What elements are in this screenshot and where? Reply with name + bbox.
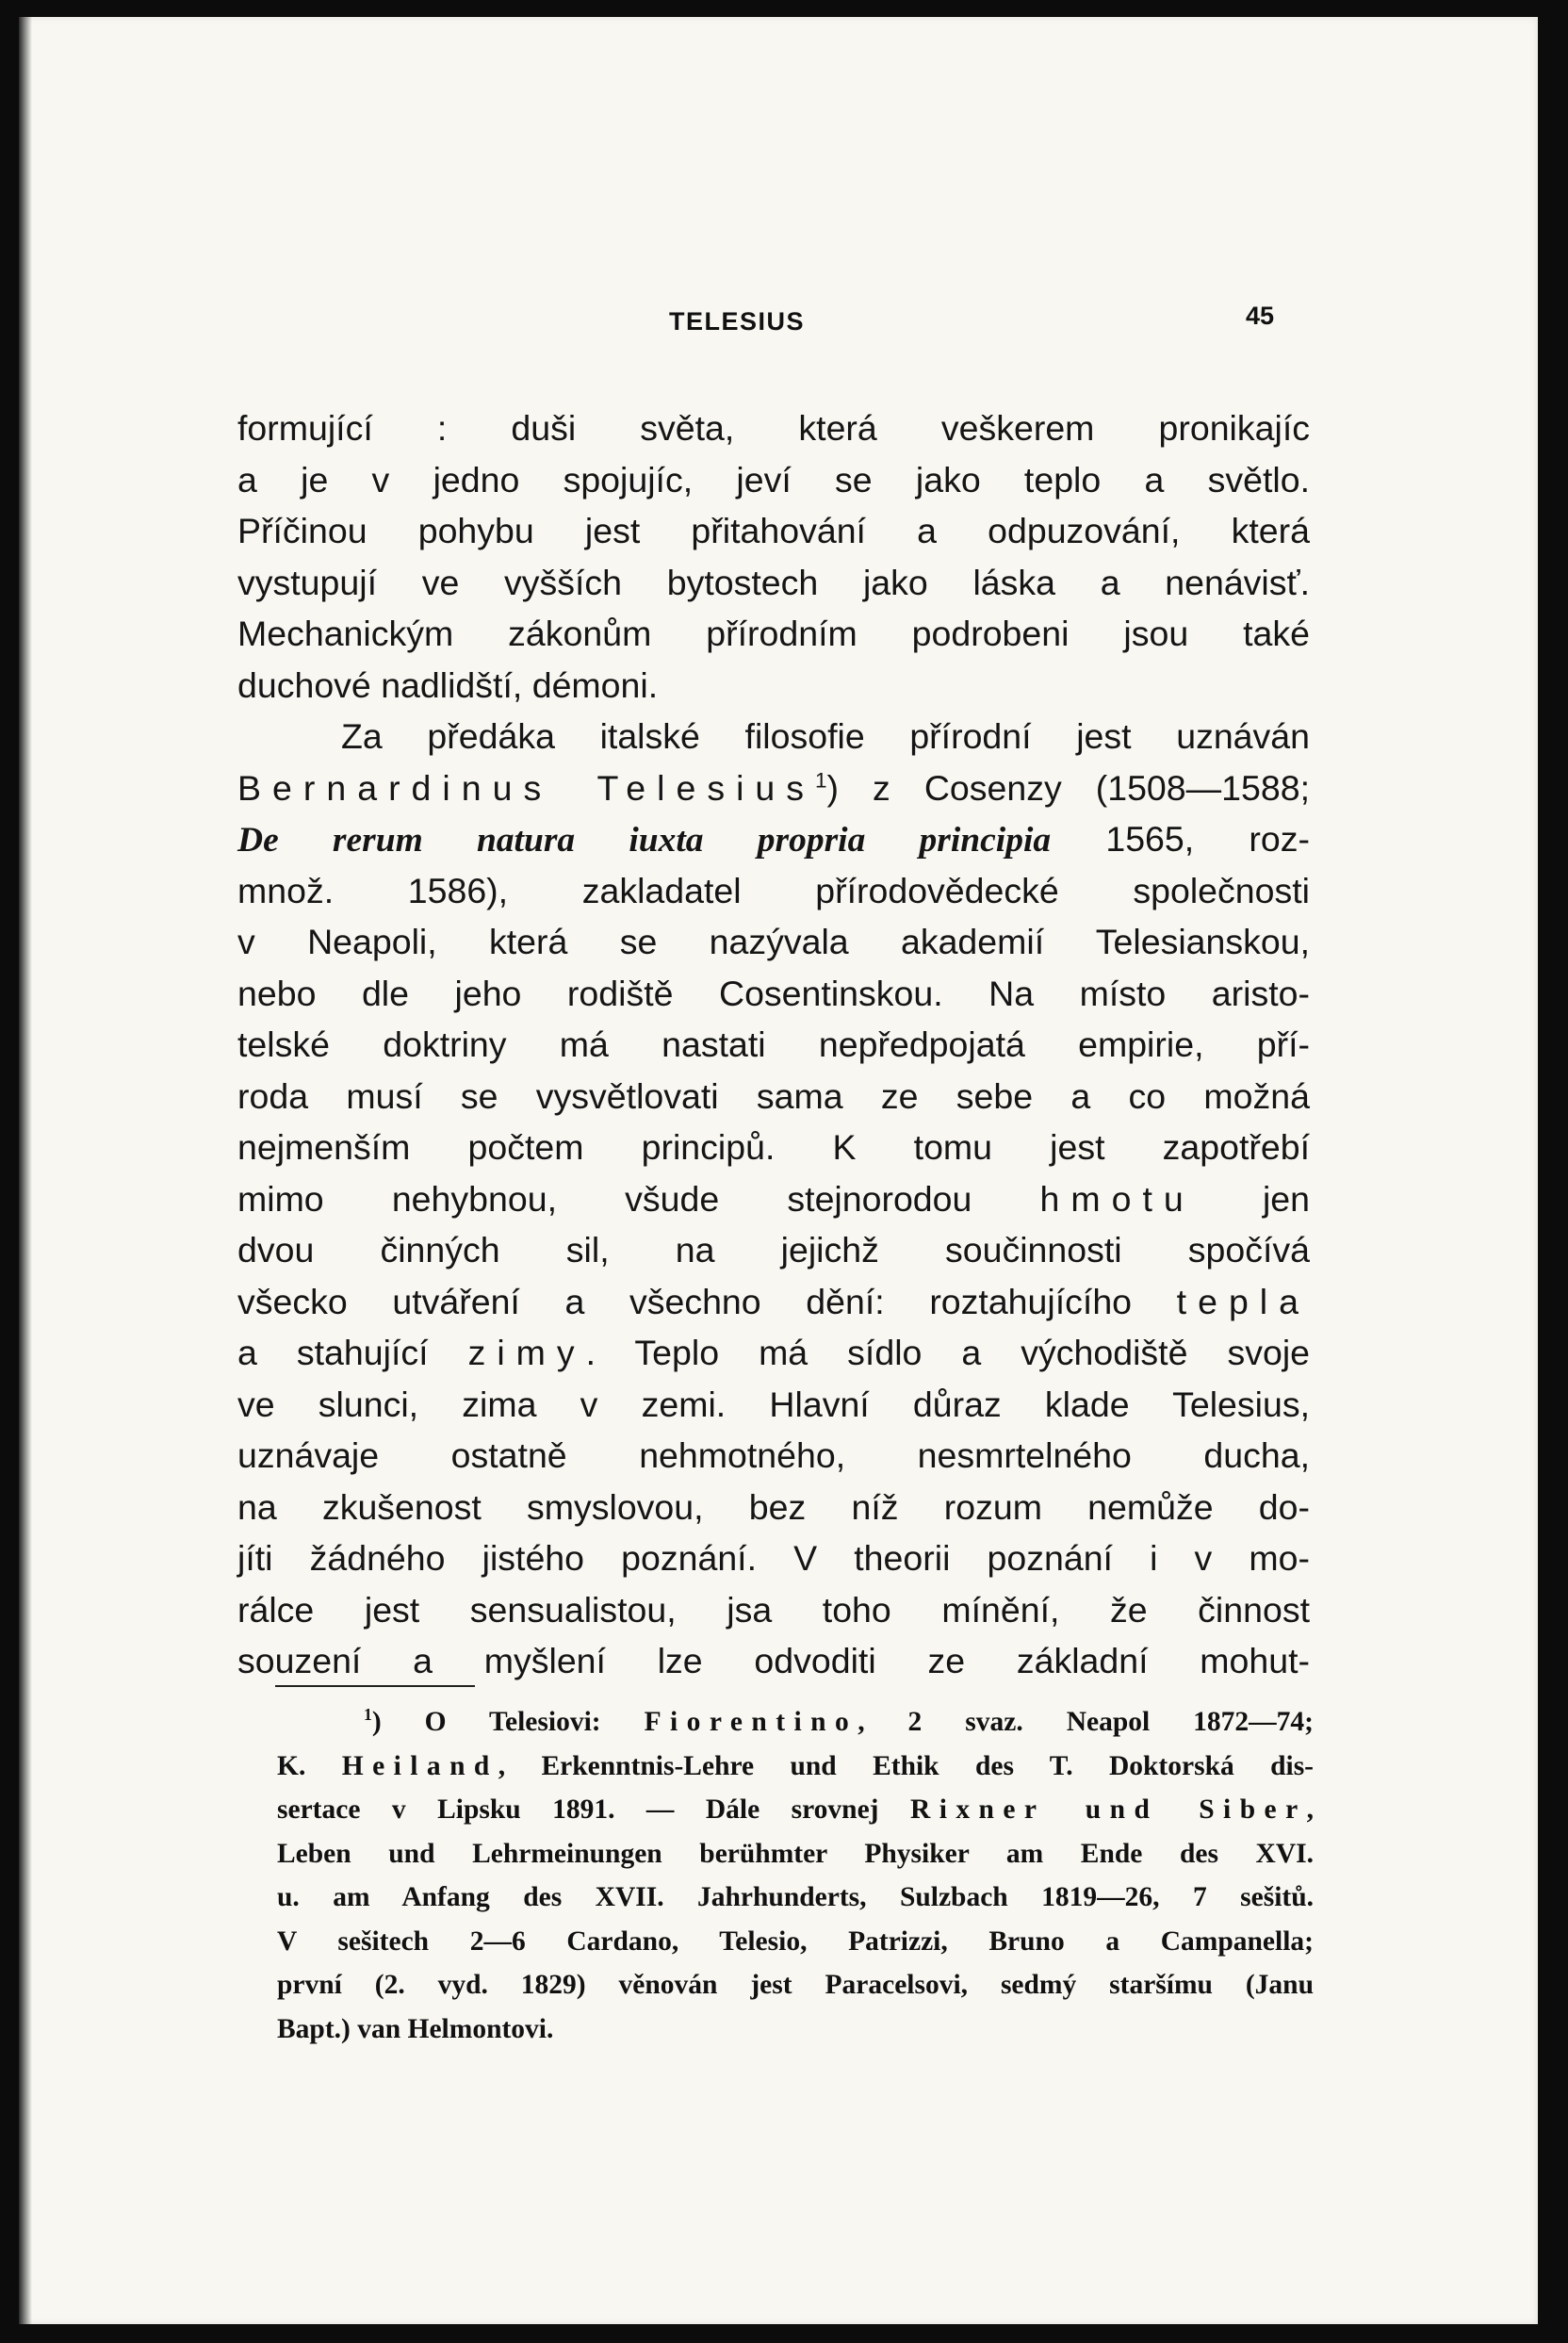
text-line: Příčinou pohybu jest přitahování a odpuzování, která [237, 511, 1310, 550]
book-page [19, 17, 1538, 2324]
text-line: nejmenším počtem principů. K tomu jest zapotřebí [237, 1127, 1310, 1167]
text-line: roda musí se vysvětlovati sama ze sebe a co možná [237, 1075, 1310, 1116]
text-span: K. [277, 1750, 306, 1781]
page-header [19, 302, 1538, 351]
text-line: dvou činných sil, na jejichž součinnosti spočívá [237, 1230, 1310, 1270]
text-line: na zkušenost smyslovou, bez níž rozum nemůže do- [237, 1486, 1310, 1527]
text-span: sertace v Lipsku 1891. — Dále srovnej [277, 1794, 879, 1825]
author-name: Fiorentino [644, 1707, 858, 1737]
text-line [237, 813, 1310, 865]
text-line: Za předáka italské filosofie přírodní jest uznáván [341, 716, 1310, 756]
footnote-line: Leben und Lehrmeinungen berühmter Physiker am Ende des XVI. [277, 1838, 1314, 1869]
main-text [237, 402, 1310, 1687]
text-span: , Erkenntnis-Lehre und Ethik des T. Doktorská dis- [498, 1750, 1314, 1781]
text-line: duchové nadlidští, démoni. [237, 664, 659, 705]
footnote-mark: 1 [364, 1705, 372, 1725]
text-line [237, 1276, 1310, 1328]
text-span: jen [1262, 1178, 1310, 1219]
text-span: ) O Telesiovi: [371, 1707, 601, 1737]
text-span: všecko utváření a všechno dění: roztahujícího [237, 1281, 1133, 1321]
page-edge-shadow [19, 17, 32, 2324]
emphasis: tepla [1176, 1281, 1310, 1321]
footnote-line [277, 1700, 1314, 1745]
text-line: a je v jedno spojujíc, jeví se jako teplo a světlo. [237, 459, 1310, 500]
text-span: mimo nehybnou, všude stejnorodou [237, 1178, 972, 1219]
text-span: , [1306, 1794, 1314, 1825]
footnote-separator [275, 1685, 475, 1687]
emphasis: zimy [467, 1333, 586, 1372]
text-line: uznávaje ostatně nehmotného, nesmrtelného ducha, [237, 1435, 1310, 1475]
footnote-line: Bapt.) van Helmontovi. [277, 2013, 554, 2044]
text-line: Mechanickým zákonům přírodním podrobeni jsou také [237, 614, 1310, 653]
emphasis: hmotu [1039, 1178, 1195, 1219]
footnote-line: V sešitech 2—6 Cardano, Telesio, Patrizzi, Bruno a Campanella; [277, 1925, 1314, 1957]
text-span: , 2 svaz. Neapol 1872—74; [858, 1707, 1314, 1737]
footnote-line: u. am Anfang des XVII. Jahrhunderts, Sulzbach 1819—26, 7 sešitů. [277, 1882, 1314, 1912]
text-line: vystupují ve vyšších bytostech jako láska a nenávisť. [237, 562, 1310, 602]
text-line: ve slunci, zima v zemi. Hlavní důraz klade Telesius, [237, 1384, 1310, 1424]
author-name: Bernardinus Telesius [237, 767, 816, 808]
text-line: rálce jest sensualistou, jsa toho mínění, že činnost [237, 1589, 1310, 1630]
footnote-line [277, 1745, 1314, 1789]
text-line [237, 1327, 1310, 1379]
text-line: množ. 1586), zakladatel přírodovědecké společnosti [237, 870, 1310, 910]
text-line: v Neapoli, která se nazývala akademií Telesianskou, [237, 922, 1310, 961]
text-line: jíti žádného jistého poznání. V theorii poznání i v mo- [237, 1538, 1310, 1578]
text-line [237, 1173, 1310, 1225]
footnotes [277, 1700, 1314, 2051]
running-title: TELESIUS [669, 307, 806, 336]
text-line: nebo dle jeho rodiště Cosentinskou. Na místo aristo- [237, 973, 1310, 1013]
text-line [237, 762, 1310, 814]
footnote-line [277, 1788, 1314, 1832]
text-span: 1565, roz- [1105, 819, 1310, 859]
text-span: a stahující [237, 1333, 429, 1372]
text-line: souzení a myšlení lze odvoditi ze základní mohut- [237, 1641, 1310, 1680]
text-span: . Teplo má sídlo a východiště svoje [585, 1333, 1311, 1372]
page-number: 45 [1246, 302, 1275, 330]
footnote-ref: 1 [815, 768, 827, 792]
footnote-line: první (2. vyd. 1829) věnován jest Paracelsovi, sedmý staršímu (Janu [277, 1970, 1314, 2000]
text-span: ) z Cosenzy (1508—1588; [826, 767, 1310, 808]
text-line: formující : duši světa, která veškerem pronikajíc [237, 408, 1310, 448]
author-name: Heiland [341, 1750, 498, 1781]
text-line: telské doktriny má nastati nepředpojatá empirie, pří- [237, 1024, 1310, 1064]
author-name: Rixner und Siber [909, 1794, 1307, 1825]
book-title: De rerum natura iuxta propria principia [237, 821, 1052, 860]
